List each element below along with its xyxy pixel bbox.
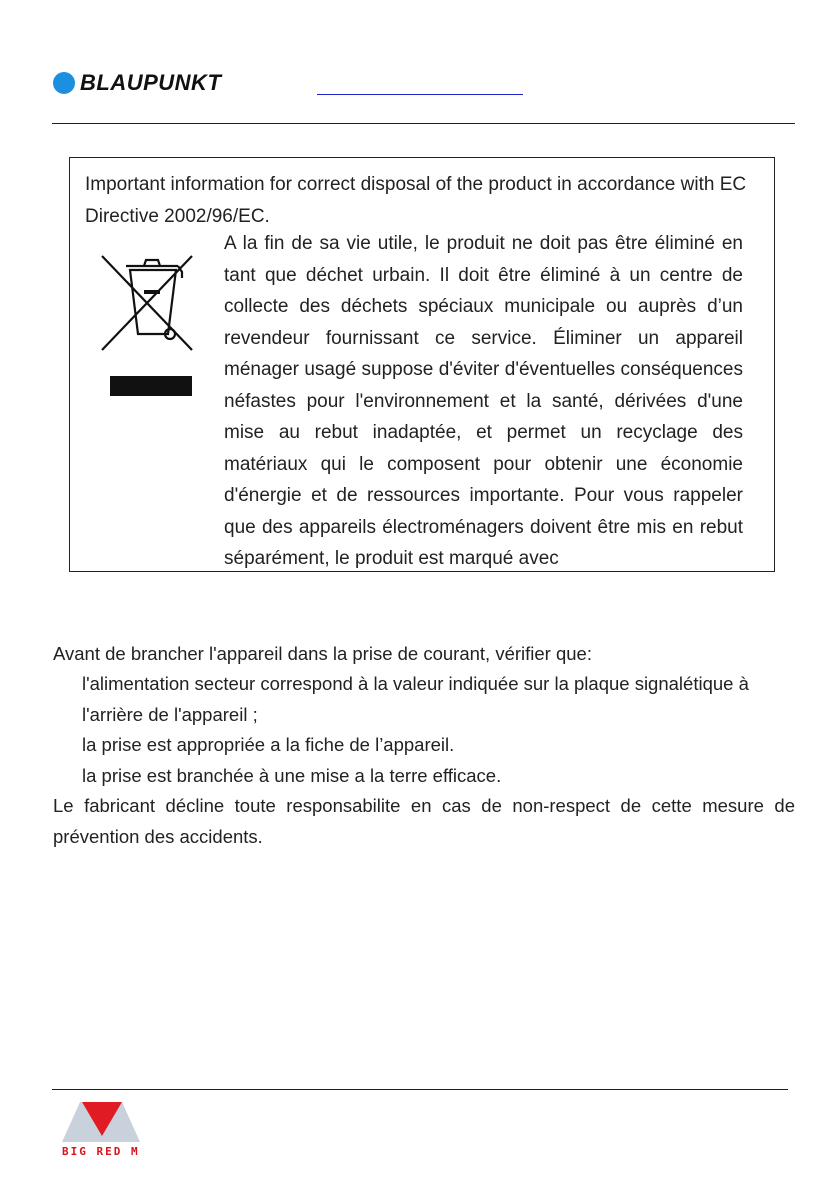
page-header — [0, 0, 839, 125]
header-link-underline[interactable] — [317, 77, 523, 95]
manufacturer-disclaimer: Le fabricant décline toute responsabilite en cas de non-respect de cette mesure de prévention des accidents. — [53, 795, 795, 847]
header-divider — [52, 123, 795, 124]
connection-section — [53, 638, 795, 852]
footer-brand-text: BIG RED M — [62, 1145, 140, 1158]
crossed-out-wheelie-bin-icon — [96, 246, 202, 446]
connection-checklist — [53, 669, 795, 791]
connection-intro: Avant de brancher l'appareil dans la prise de courant, vérifier que: — [53, 643, 592, 664]
list-item: la prise est branchée à une mise a la terre efficace. — [82, 764, 502, 786]
blaupunkt-logo — [53, 70, 221, 96]
disposal-intro: Important information for correct disposal of the product in accordance with EC Directive 2002/96/EC. — [85, 174, 747, 227]
list-item: l'alimentation secteur correspond à la valeur indiquée sur la plaque signalétique à l'arrière de l'appareil ; — [82, 673, 749, 725]
footer-divider — [52, 1089, 788, 1090]
brand-name: BLAUPUNKT — [80, 70, 222, 95]
disposal-body: A la fin de sa vie utile, le produit ne doit pas être éliminé en tant que déchet urbain. Il doit être éliminé à un centre de collecte des déchets spéciaux municipale ou auprès d’un revendeur fournissant ce service. Éliminer un appareil ménager usagé suppose d'éviter d'éventuelles conséquences néfastes pour l'environnement et la santé, dérivées d'une mise au rebut inadaptée, et permet un recyclage des matériaux qui le composent pour obtenir une économie d'énergie et de ressources importante. Pour vous rappeler que des appareils électroménagers doivent être mis en rebut séparément, le produit est marqué avec — [224, 233, 743, 569]
logo-dot-icon — [53, 72, 75, 94]
disposal-info-box — [69, 157, 775, 572]
list-item: la prise est appropriée a la fiche de l’appareil. — [82, 734, 455, 755]
